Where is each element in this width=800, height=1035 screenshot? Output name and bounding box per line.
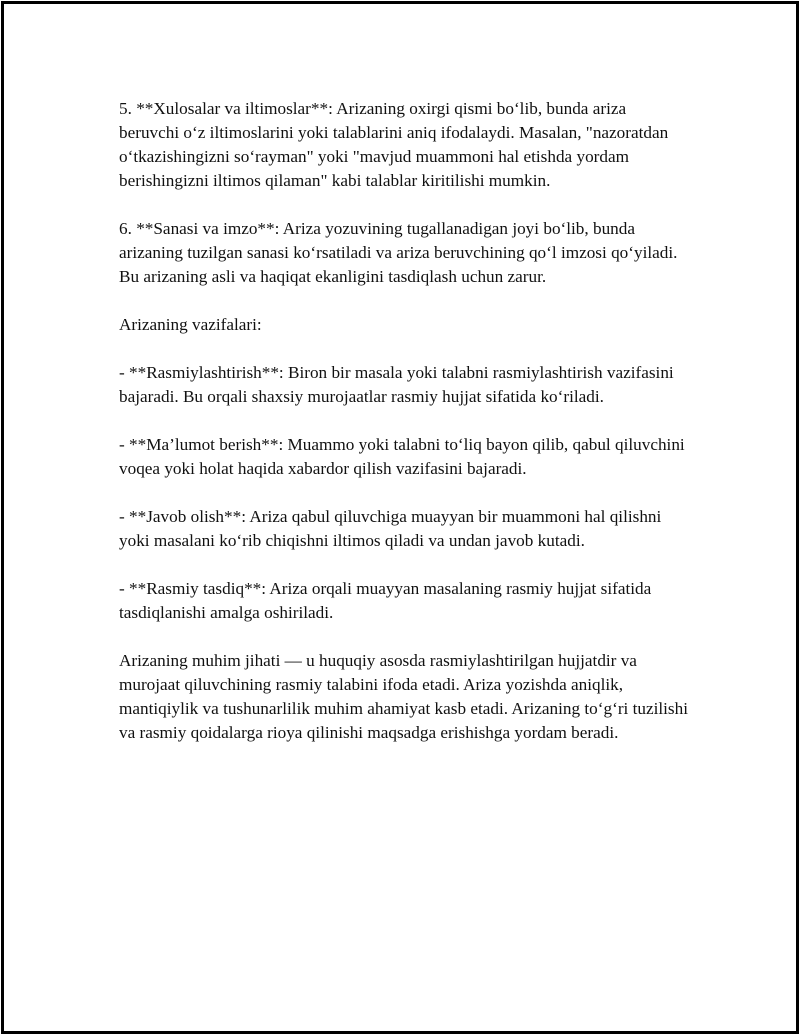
paragraph-formalization: - **Rasmiylashtirish**: Biron bir masala yoki talabni rasmiylashtirish vazifasini bajaradi. Bu orqali shaxsiy murojaatlar rasmiy hujjat sifatida ko‘riladi. — [119, 363, 674, 406]
paragraph-functions-heading: Arizaning vazifalari: — [119, 315, 262, 334]
paragraph-date-signature: 6. **Sanasi va imzo**: Ariza yozuvining tugallanadigan joyi bo‘lib, bunda arizaning tuzilgan sanasi ko‘rsatiladi va ariza beruvchining qo‘l imzosi qo‘yiladi. Bu arizaning asli va haqiqat ekanligini tasdiqlash uchun zarur. — [119, 219, 678, 286]
paragraph-getting-response: - **Javob olish**: Ariza qabul qiluvchiga muayyan bir muammoni hal qilishni yoki masalani ko‘rib chiqishni iltimos qiladi va undan javob kutadi. — [119, 507, 662, 550]
page-frame — [1, 1, 799, 1034]
paragraph-summary: Arizaning muhim jihati — u huquqiy asosda rasmiylashtirilgan hujjatdir va murojaat qiluvchining rasmiy talabini ifoda etadi. Ariza yozishda aniqlik, mantiqiylik va tushunarlilik muhim ahamiyat kasb etadi. Arizaning to‘g‘ri tuzilishi va rasmiy qoidalarga rioya qilinishi maqsadga erishishga yordam beradi. — [119, 651, 688, 742]
paragraph-informing: - **Ma’lumot berish**: Muammo yoki talabni to‘liq bayon qilib, qabul qiluvchini voqea yoki holat haqida xabardor qilish vazifasini bajaradi. — [119, 435, 685, 478]
paragraph-official-confirmation: - **Rasmiy tasdiq**: Ariza orqali muayyan masalaning rasmiy hujjat sifatida tasdiqlanishi amalga oshiriladi. — [119, 579, 652, 622]
document-body — [119, 97, 689, 769]
paragraph-conclusions: 5. **Xulosalar va iltimoslar**: Arizaning oxirgi qismi bo‘lib, bunda ariza beruvchi o‘z iltimoslarini yoki talablarini aniq ifodalaydi. Masalan, "nazoratdan o‘tkazishingizni so‘rayman" yoki "mavjud muammoni hal etishda yordam berishingizni iltimos qilaman" kabi talablar kiritilishi mumkin. — [119, 99, 669, 190]
